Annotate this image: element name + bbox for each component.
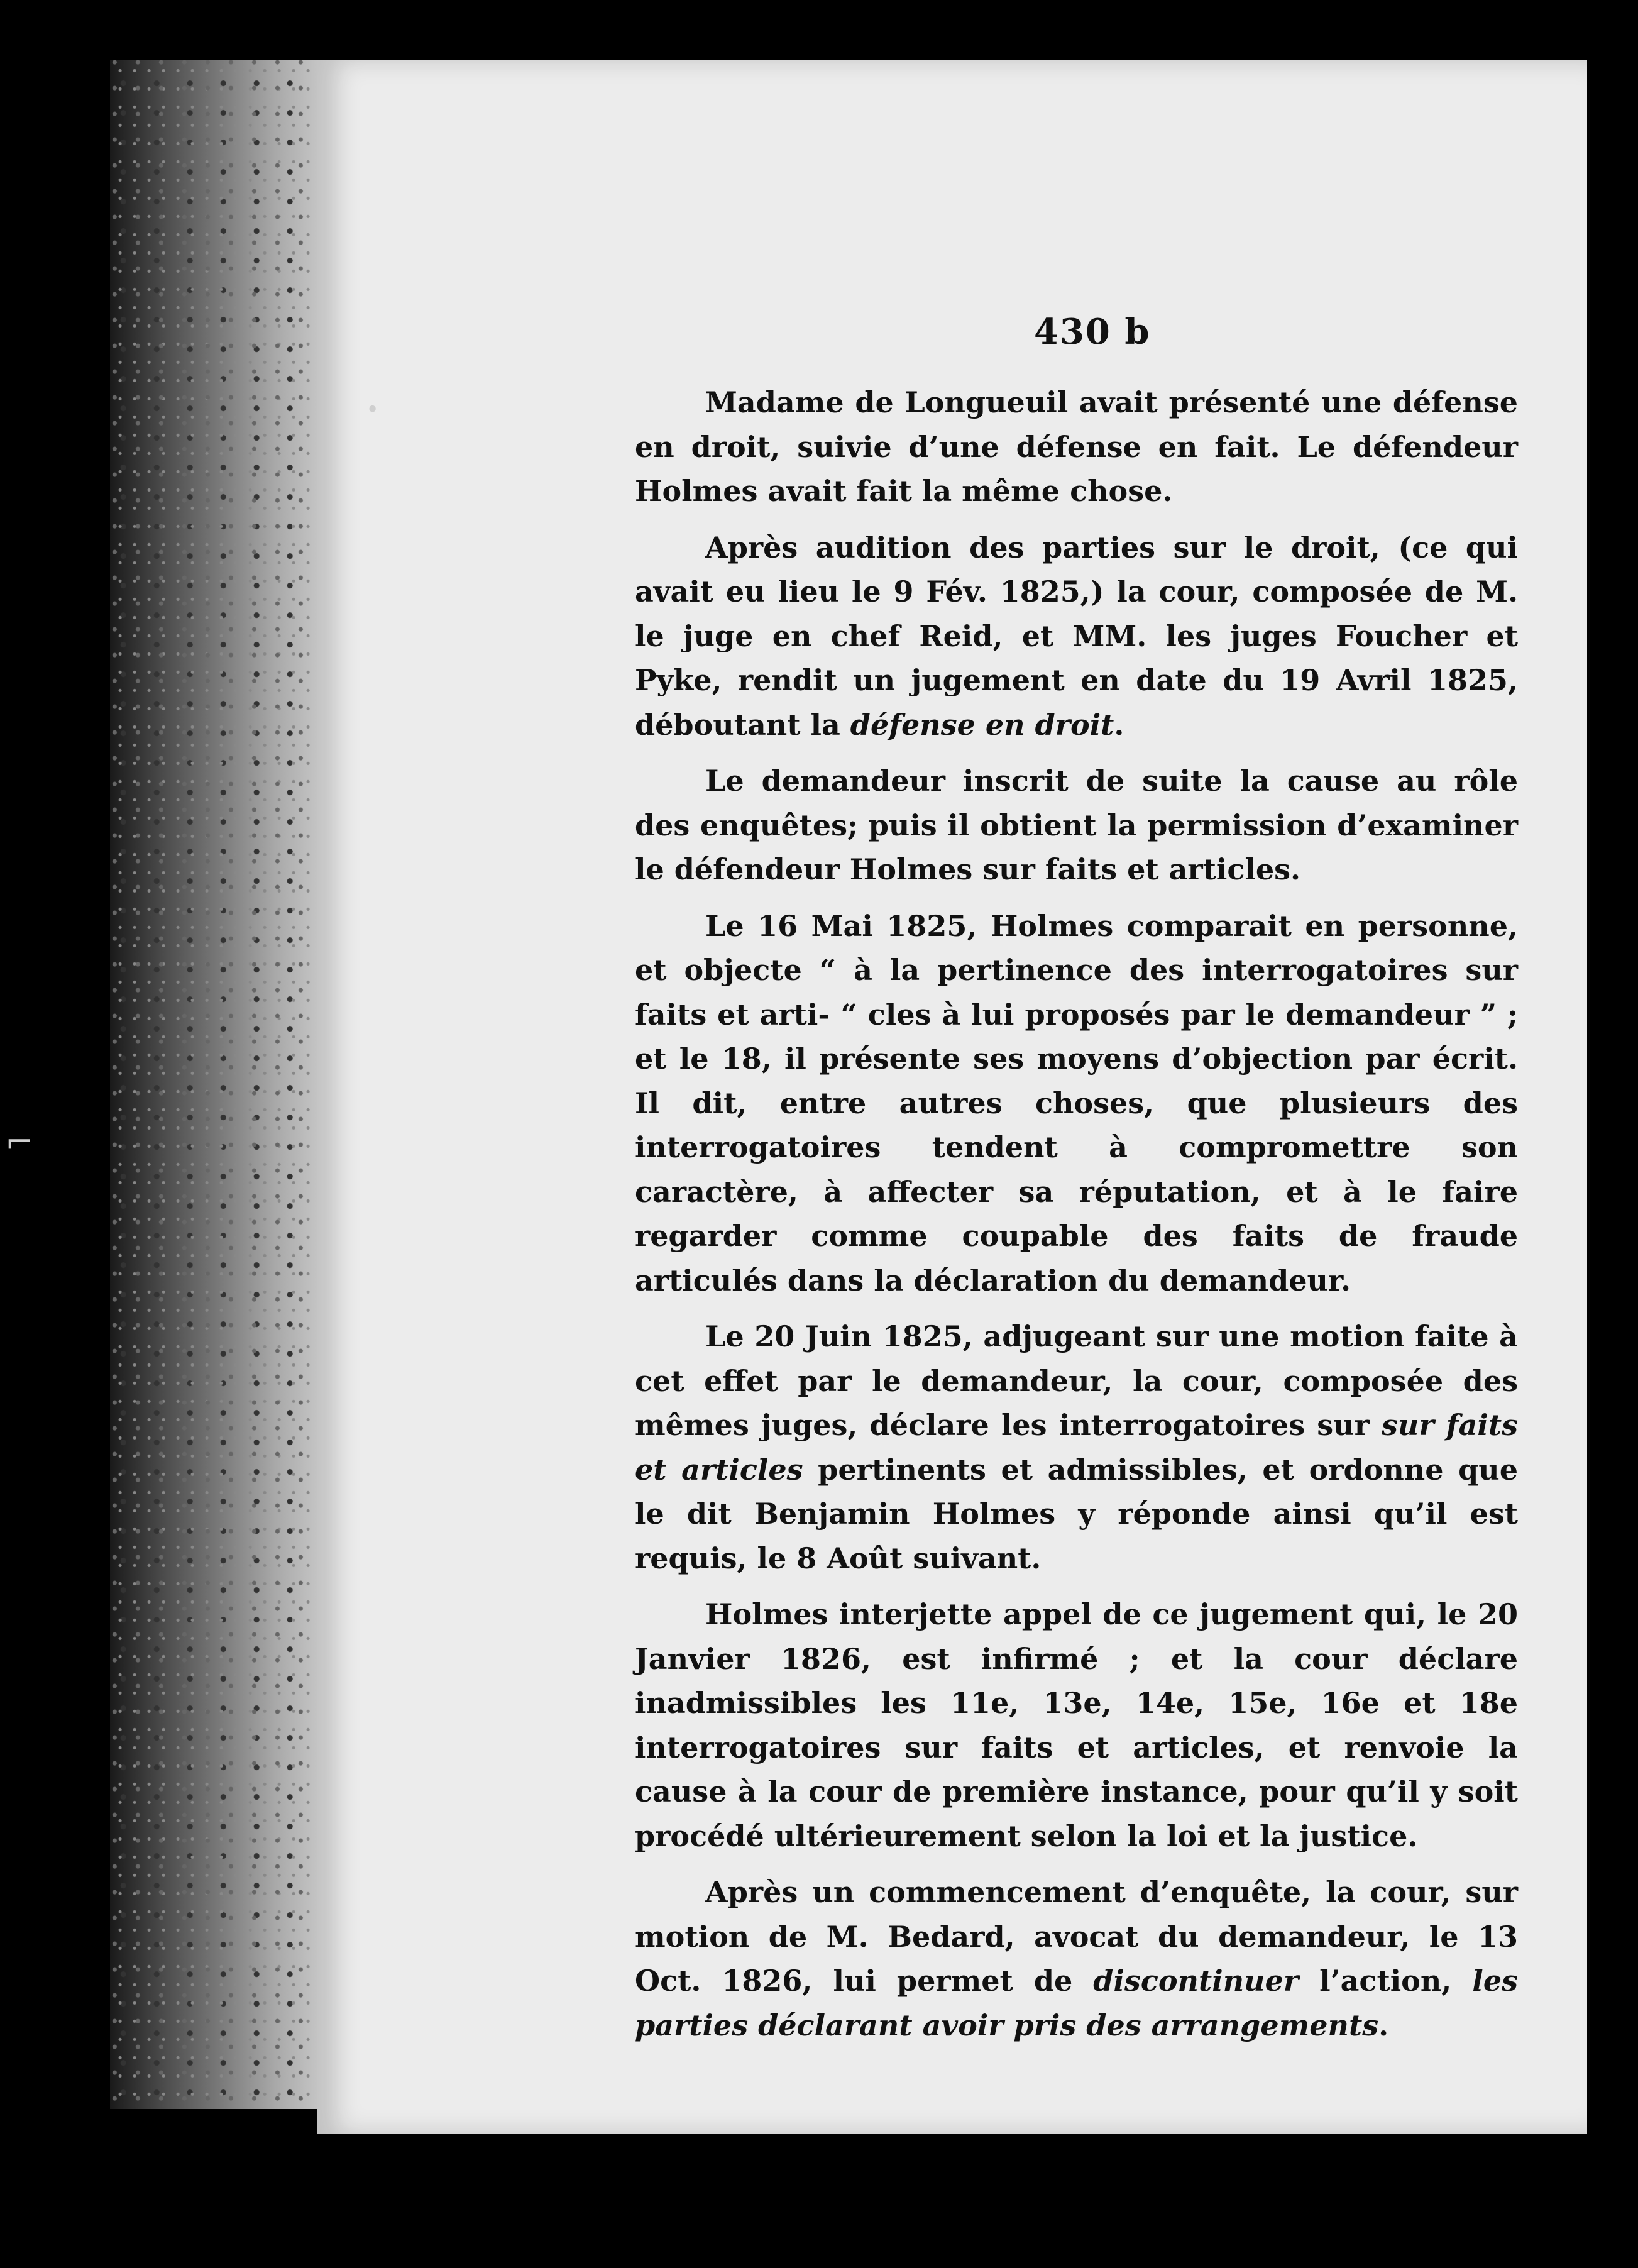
text-segment: Holmes interjette appel de ce jugement qui, le 20 Janvier 1826, est infirmé ; et la cour déclare inadmissibles les 11e, 13e, 14e, 15e, 16e et 18e interrogatoires sur faits et articles, et renvoie la cause à la cour de première instance, pour qu’il y soit procédé ultérieurement selon la loi et la justice. xyxy=(635,1597,1518,1853)
margin-mark: ⌐ xyxy=(5,1122,34,1162)
text-segment: pertinents et admissibles, et ordonne que le dit Benjamin Holmes y réponde ainsi qu’il est requis, le 8 Août suivant. xyxy=(635,1452,1518,1575)
text-segment: l’action, xyxy=(1299,1964,1473,1998)
italic-text-segment: discontinuer xyxy=(1093,1964,1299,1998)
paragraph xyxy=(635,1314,1518,1580)
text-segment: . xyxy=(1378,2008,1389,2042)
text-segment: Le 20 Juin 1825, adjugeant sur une motion faite à cet effet par le demandeur, la cour, composée des mêmes juges, déclare les interrogatoires sur xyxy=(635,1319,1518,1442)
margin-mark: • xyxy=(366,397,380,423)
text-segment: Madame de Longueuil avait présenté une défense en droit, suivie d’une défense en fait. Le défendeur Holmes avait fait la même chose. xyxy=(635,385,1518,508)
paragraph xyxy=(635,759,1518,892)
page-number: 430 b xyxy=(1034,311,1151,353)
book-spine-edge xyxy=(110,60,317,2109)
paragraph xyxy=(635,526,1518,747)
paragraph xyxy=(635,380,1518,514)
text-segment: Le 16 Mai 1825, Holmes comparait en personne, et objecte “ à la pertinence des interrogatoires sur faits et arti- “ cles à lui proposés par le demandeur ” ; et le 18, il présente ses moyens d’objection par écrit. Il dit, entre autres choses, que plusieurs des interrogatoires tendent à compromettre son caractère, à affecter sa réputation, et à le faire regarder comme coupable des faits de fraude articulés dans la déclaration du demandeur. xyxy=(635,908,1518,1297)
italic-text-segment: défense en droit xyxy=(850,707,1114,742)
text-segment: Le demandeur inscrit de suite la cause au rôle des enquêtes; puis il obtient la permission d’examiner le défendeur Holmes sur faits et articles. xyxy=(635,764,1518,886)
paragraph xyxy=(635,1870,1518,2047)
body-text xyxy=(635,380,1518,2059)
paragraph xyxy=(635,904,1518,1303)
italic-text-segment: sur faits et articles xyxy=(635,1408,1518,1487)
text-segment: Après audition des parties sur le droit, (ce qui avait eu lieu le 9 Fév. 1825,) la cour, composée de M. le juge en chef Reid, et MM. les juges Foucher et Pyke, rendit un jugement en date du 19 Avril 1825, déboutant la xyxy=(635,530,1518,742)
text-segment: . xyxy=(1114,707,1124,742)
italic-text-segment: les parties déclarant avoir pris des arrangements xyxy=(635,1964,1518,2042)
paragraph xyxy=(635,1592,1518,1858)
text-segment: Après un commencement d’enquête, la cour, sur motion de M. Bedard, avocat du demandeur, le 13 Oct. 1826, lui permet de xyxy=(635,1875,1518,1998)
